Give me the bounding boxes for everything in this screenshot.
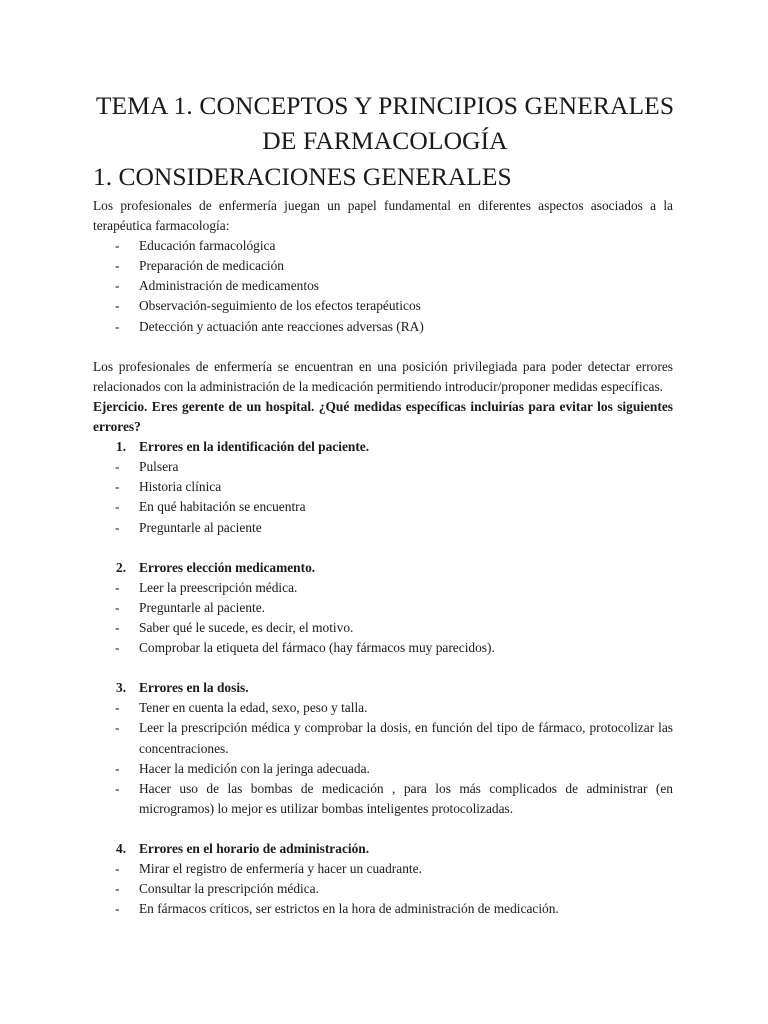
list-item: - Preguntarle al paciente [93,518,673,538]
list-item: - Preguntarle al paciente. [93,598,673,618]
error-number: 1. [116,439,127,455]
error-number: 4. [116,841,127,856]
error-number: 3. [116,680,127,696]
error-list-4 [93,859,673,919]
intro-list [93,236,673,336]
error-heading-1 [93,437,673,457]
spacer [93,819,673,839]
list-item: - Educación farmacológica [93,236,673,256]
list-item: - En fármacos críticos, ser estrictos en la hora de administración de medicación. [93,899,673,919]
document-title: TEMA 1. CONCEPTOS Y PRINCIPIOS GENERALES DE FARMACOLOGÍA [95,91,675,155]
document-body [93,196,673,919]
error-heading-text: Errores en la identificación del paciente. [139,439,370,455]
spacer [93,538,673,558]
spacer [93,658,673,678]
list-item: - Leer la preescripción médica. [93,578,673,598]
list-item: - Consultar la prescripción médica. [93,879,673,899]
error-list-3 [93,698,673,819]
intro-paragraph: Los profesionales de enfermería juegan un papel fundamental en diferentes aspectos asociados a la terapéutica farmacología: [93,198,673,234]
error-heading-3 [93,678,673,698]
second-paragraph: Los profesionales de enfermería se encuentran en una posición privilegiada para poder detectar errores relacionados con la administración de la medicación permitiendo introducir/proponer medidas específicas. [93,358,673,394]
list-item: - Comprobar la etiqueta del fármaco (hay fármacos muy parecidos). [93,638,673,658]
list-item: - Tener en cuenta la edad, sexo, peso y talla. [93,698,673,718]
list-item: - Administración de medicamentos [93,276,673,296]
list-item: - Historia clínica [93,477,673,497]
list-item: - Observación-seguimiento de los efectos terapéuticos [93,296,673,316]
list-item: - Preparación de medicación [93,256,673,276]
list-item: - Pulsera [93,457,673,477]
error-list-1 [93,457,673,537]
error-heading-4 [93,839,673,859]
error-heading-2 [93,558,673,578]
error-heading-text: Errores en la dosis. [139,680,249,696]
list-item: - Hacer uso de las bombas de medicación , para los más complicados de administrar (en microgramos) lo mejor es utilizar bombas inteligentes protocolizadas. [93,779,673,819]
spacer [93,337,673,357]
list-item: - Leer la prescripción médica y comprobar la dosis, en función del tipo de fármaco, protocolizar las concentraciones. [93,718,673,758]
list-item: - En qué habitación se encuentra [93,497,673,517]
list-item: - Hacer la medición con la jeringa adecuada. [93,759,673,779]
exercise-prompt: Ejercicio. Eres gerente de un hospital. ¿Qué medidas específicas incluirías para evitar los siguientes errores? [93,398,673,435]
error-heading-text: Errores en el horario de administración. [139,841,370,856]
list-item: - Saber qué le sucede, es decir, el motivo. [93,618,673,638]
error-number: 2. [116,559,127,575]
section-title: 1. CONSIDERACIONES GENERALES [93,162,512,191]
list-item: - Detección y actuación ante reacciones adversas (RA) [93,317,673,337]
error-list-2 [93,578,673,658]
error-heading-text: Errores elección medicamento. [139,559,316,575]
list-item: - Mirar el registro de enfermería y hacer un cuadrante. [93,859,673,879]
